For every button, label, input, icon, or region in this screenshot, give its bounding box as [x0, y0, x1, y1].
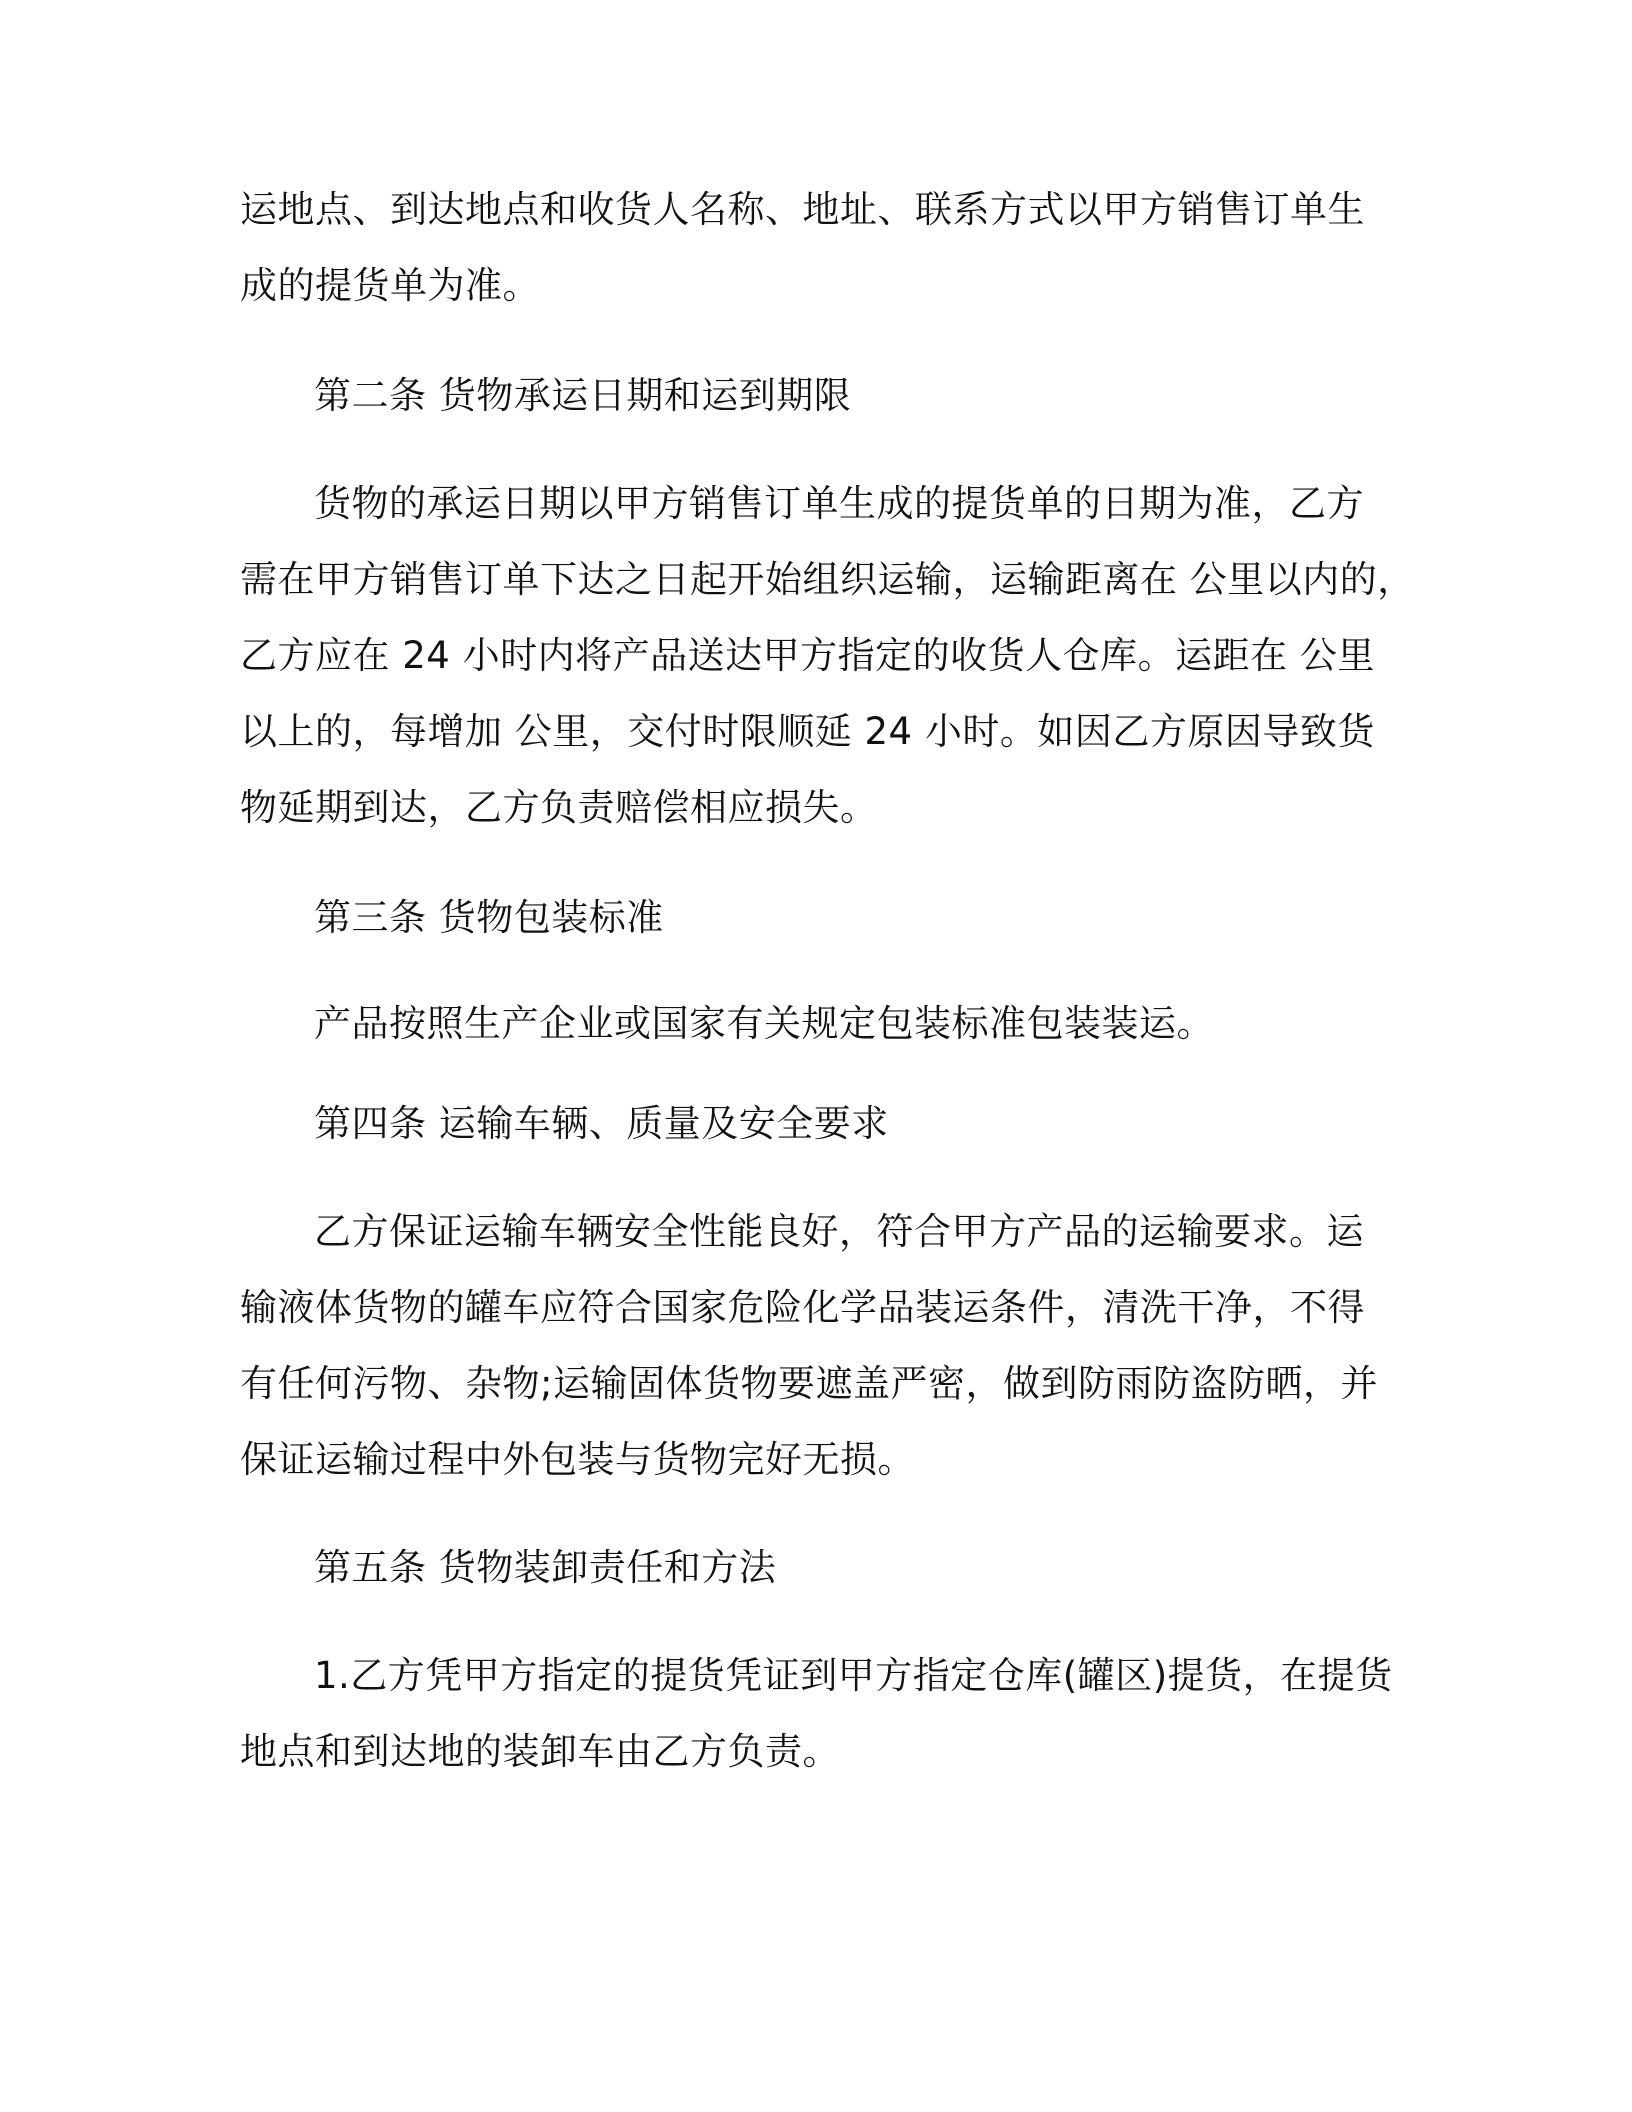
- section-heading: 第三条 货物包装标准: [314, 896, 664, 939]
- text-line: 以上的，每增加 公里，交付时限顺延 24 小时。如因乙方原因导致货: [240, 710, 1375, 753]
- text-line: 需在甲方销售订单下达之日起开始组织运输，运输距离在 公里以内的，: [240, 558, 1415, 601]
- text-line: 1.乙方凭甲方指定的提货凭证到甲方指定仓库(罐区)提货，在提货: [314, 1654, 1393, 1697]
- text-line: 乙方应在 24 小时内将产品送达甲方指定的收货人仓库。运距在 公里: [240, 634, 1375, 677]
- text-line: 乙方保证运输车辆安全性能良好，符合甲方产品的运输要求。运: [314, 1210, 1364, 1253]
- text-line: 运地点、到达地点和收货人名称、地址、联系方式以甲方销售订单生: [240, 188, 1365, 231]
- text-line: 产品按照生产企业或国家有关规定包装标准包装装运。: [314, 1002, 1214, 1045]
- section-heading: 第五条 货物装卸责任和方法: [314, 1546, 777, 1589]
- text-line: 地点和到达地的装卸车由乙方负责。: [240, 1730, 840, 1773]
- text-line: 物延期到达，乙方负责赔偿相应损失。: [240, 786, 878, 829]
- text-line: 保证运输过程中外包装与货物完好无损。: [240, 1438, 915, 1481]
- text-line: 输液体货物的罐车应符合国家危险化学品装运条件，清洗干净，不得: [240, 1286, 1365, 1329]
- section-heading: 第四条 运输车辆、质量及安全要求: [314, 1102, 889, 1145]
- text-line: 有任何污物、杂物;运输固体货物要遮盖严密，做到防雨防盗防晒，并: [240, 1362, 1378, 1405]
- section-heading: 第二条 货物承运日期和运到期限: [314, 374, 852, 417]
- text-line: 成的提货单为准。: [240, 264, 540, 307]
- text-line: 货物的承运日期以甲方销售订单生成的提货单的日期为准，乙方: [314, 482, 1364, 525]
